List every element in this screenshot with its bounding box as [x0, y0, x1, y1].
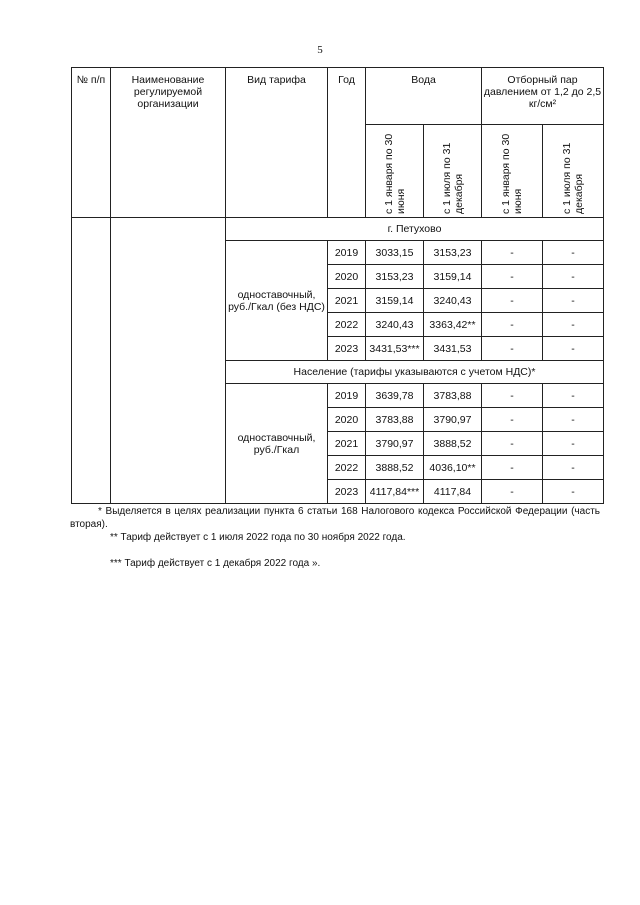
value-cell: 3159,14: [366, 289, 424, 313]
organization-cell: [111, 218, 226, 504]
header-tariff-type: Вид тарифа: [226, 68, 328, 218]
header-period-water-h2-label: с 1 июля по 31 декабря: [440, 142, 465, 214]
year-cell: 2023: [328, 480, 366, 504]
header-period-steam-h1: [482, 125, 543, 218]
value-cell: -: [482, 432, 543, 456]
section-title: г. Петухово: [226, 218, 604, 241]
value-cell: -: [543, 408, 604, 432]
value-cell: 3159,14: [424, 265, 482, 289]
year-cell: 2019: [328, 241, 366, 265]
year-cell: 2021: [328, 432, 366, 456]
header-period-steam-h1-label: с 1 января по 30 июня: [500, 133, 524, 214]
tariff-type-cell: одноставочный, руб./Гкал: [226, 384, 328, 504]
header-period-water-h1: [366, 125, 424, 218]
value-cell: 3639,78: [366, 384, 424, 408]
value-cell: 3240,43: [424, 289, 482, 313]
value-cell: 3240,43: [366, 313, 424, 337]
num-cell: [72, 218, 111, 504]
value-cell: 3153,23: [424, 241, 482, 265]
tariff-type-cell: одноставочный, руб./Гкал (без НДС): [226, 241, 328, 361]
header-num: № п/п: [72, 68, 111, 218]
value-cell: -: [543, 265, 604, 289]
value-cell: -: [482, 408, 543, 432]
year-cell: 2020: [328, 265, 366, 289]
footnote-vat: * Выделяется в целях реализации пункта 6 статьи 168 Налогового кодекса Российской Федерации (часть вторая).: [70, 506, 600, 530]
header-organization: Наименование регулируемой организации: [111, 68, 226, 218]
value-cell: 3783,88: [366, 408, 424, 432]
value-cell: -: [482, 313, 543, 337]
year-cell: 2022: [328, 456, 366, 480]
footnote-triple-star: *** Тариф действует с 1 декабря 2022 года ».: [110, 558, 321, 569]
value-cell: 4117,84: [424, 480, 482, 504]
header-period-steam-h2-label: с 1 июля по 31 декабря: [561, 142, 585, 214]
year-cell: 2021: [328, 289, 366, 313]
value-cell: 3363,42**: [424, 313, 482, 337]
value-cell: -: [482, 337, 543, 361]
year-cell: 2022: [328, 313, 366, 337]
value-cell: 3888,52: [424, 432, 482, 456]
value-cell: -: [543, 337, 604, 361]
value-cell: -: [543, 456, 604, 480]
value-cell: 3790,97: [424, 408, 482, 432]
header-period-steam-h2: [543, 125, 604, 218]
page-number: 5: [317, 44, 323, 56]
value-cell: 3033,15: [366, 241, 424, 265]
value-cell: 3153,23: [366, 265, 424, 289]
value-cell: -: [482, 456, 543, 480]
value-cell: -: [482, 241, 543, 265]
value-cell: 3783,88: [424, 384, 482, 408]
header-year: Год: [328, 68, 366, 218]
header-water: Вода: [366, 68, 482, 125]
value-cell: -: [543, 480, 604, 504]
value-cell: -: [543, 313, 604, 337]
year-cell: 2023: [328, 337, 366, 361]
value-cell: 4117,84***: [366, 480, 424, 504]
value-cell: 3888,52: [366, 456, 424, 480]
footnote-double-star: ** Тариф действует с 1 июля 2022 года по 30 ноября 2022 года.: [110, 532, 406, 543]
header-period-water-h1-label: с 1 января по 30 июня: [382, 133, 407, 214]
value-cell: -: [482, 265, 543, 289]
header-steam: Отборный пар давлением от 1,2 до 2,5 кг/см²: [482, 68, 604, 125]
value-cell: 3431,53: [424, 337, 482, 361]
value-cell: -: [543, 241, 604, 265]
value-cell: 4036,10**: [424, 456, 482, 480]
value-cell: -: [543, 289, 604, 313]
section-title: Население (тарифы указываются с учетом НДС)*: [226, 361, 604, 384]
value-cell: -: [482, 384, 543, 408]
value-cell: -: [482, 289, 543, 313]
value-cell: -: [543, 432, 604, 456]
tariff-table: [71, 67, 604, 504]
value-cell: -: [482, 480, 543, 504]
value-cell: 3790,97: [366, 432, 424, 456]
year-cell: 2020: [328, 408, 366, 432]
value-cell: 3431,53***: [366, 337, 424, 361]
value-cell: -: [543, 384, 604, 408]
header-period-water-h2: [424, 125, 482, 218]
footnotes: [70, 505, 600, 570]
year-cell: 2019: [328, 384, 366, 408]
